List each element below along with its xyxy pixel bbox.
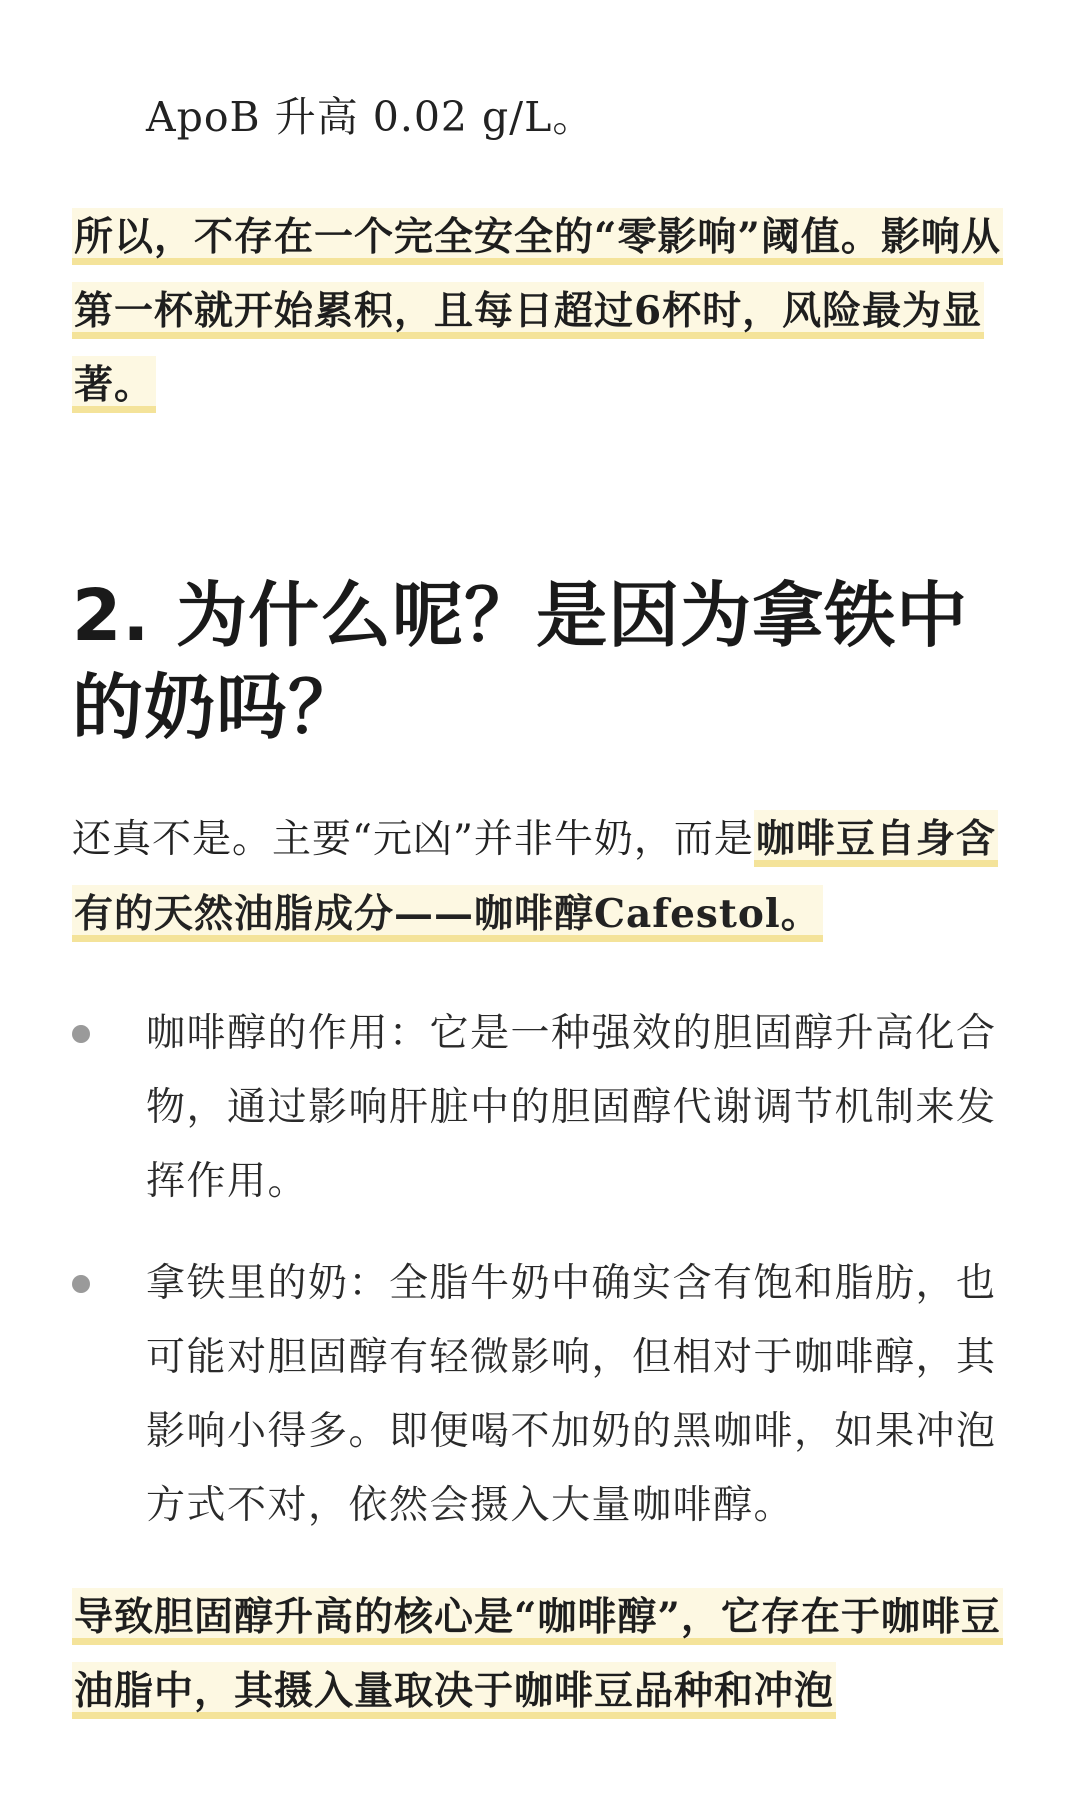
- paragraph-plain-text: 还真不是。主要“元凶”并非牛奶，而是: [72, 817, 754, 862]
- list-item-text: 咖啡醇的作用：它是一种强效的胆固醇升高化合物，通过影响肝脏中的胆固醇代谢调节机制来发挥作用。: [146, 1011, 997, 1204]
- core-cause-paragraph: [72, 1580, 1012, 1728]
- list-item: [0, 997, 1016, 1219]
- highlighted-text: 所以，不存在一个完全安全的“零影响”阈值。影响从第一杯就开始累积，且每日超过6杯时，风险最为显著。: [72, 208, 1003, 413]
- highlighted-text: 导致胆固醇升高的核心是“咖啡醇”，它存在于咖啡豆油脂中，其摄入量取决于咖啡豆品种和冲泡: [72, 1588, 1003, 1719]
- bullet-list: [0, 997, 1080, 1571]
- list-item-text: 拿铁里的奶：全脂牛奶中确实含有饱和脂肪，也可能对胆固醇有轻微影响，但相对于咖啡醇，其影响小得多。即便喝不加奶的黑咖啡，如果冲泡方式不对，依然会摄入大量咖啡醇。: [146, 1261, 997, 1528]
- zero-effect-paragraph: [72, 200, 1012, 422]
- section-heading: 2. 为什么呢？是因为拿铁中的奶吗？: [72, 574, 969, 749]
- highlighted-text: 咖啡豆自身含有的天然油脂成分——咖啡醇Cafestol。: [72, 810, 998, 942]
- cafestol-paragraph: [72, 802, 1012, 952]
- bullet-dot-icon: [72, 1275, 90, 1293]
- apob-result-line: ApoB 升高 0.02 g/L。: [146, 93, 595, 141]
- bullet-dot-icon: [72, 1025, 90, 1043]
- list-item: [0, 1247, 1016, 1543]
